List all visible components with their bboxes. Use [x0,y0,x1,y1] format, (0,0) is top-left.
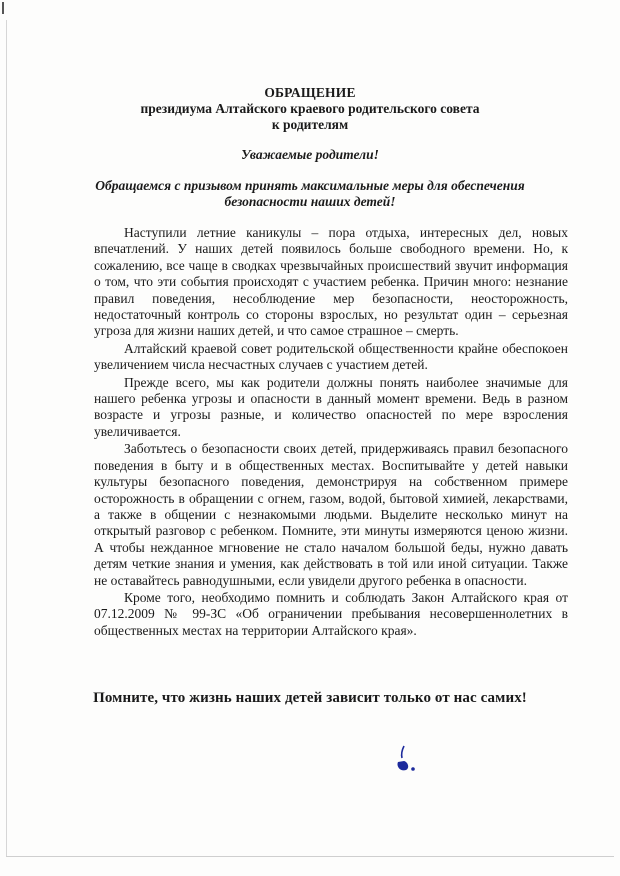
paragraph: Алтайский краевой совет родительской общественности крайне обеспокоен увеличением числа несчастных случаев с участием детей. [94,340,568,373]
paragraph: Кроме того, необходимо помнить и соблюдать Закон Алтайского края от 07.12.2009 № 99-ЗС «Об ограничении пребывания несовершеннолетних в общественных местах на территории Алтайского края». [94,589,568,638]
signature-blot [397,761,408,770]
body-text [94,225,568,640]
appeal-line-2: безопасности наших детей! [224,194,396,209]
scan-edge-left [6,20,7,856]
paragraph: Заботьтесь о безопасности своих детей, придерживаясь правил безопасного поведения в быту и в общественных местах. Воспитывайте у детей навыки культуры безопасного поведения, демонстрируя на собственном примере осторожность в обращении с огнем, газом, водой, бытовой химией, лекарствами, а также в общении с незнакомыми людьми. Выделите несколько минут на открытый разговор с ребенком. Помните, эти минуты измеряются ценою жизни. А чтобы нежданное мгновение не стало началом большой беды, нужно давать детям четкие знания и умения, как действовать в той или иной ситуации. Также не оставайтесь равнодушными, если увидели другого ребенка в опасности. [94,441,568,588]
paragraph: Прежде всего, мы как родители должны понять наиболее значимые для нашего ребенка угрозы и опасности в данный момент времени. Ведь в разном возрасте и угрозы разные, и количество опасностей по мере взросления увеличивается. [94,374,568,439]
paragraph: Наступили летние каникулы – пора отдыха, интересных дел, новых впечатлений. У наших детей появилось больше свободного времени. Но, к сожалению, все чаще в сводках чрезвычайных происшествий звучит информация о том, что эти события происходят с участием ребенка. Причин много: незнание правил поведения, несоблюдение мер безопасности, неосторожность, недостаточный контроль со стороны взрослых, но результат один – серьезная угроза для жизни наших детей, и что самое страшное – смерть. [94,225,568,339]
appeal-heading [90,178,530,210]
subtitle-line-1: президиума Алтайского краевого родительского совета [140,101,480,116]
signature-mark [392,742,432,782]
appeal-line-1: Обращаемся с призывом принять максимальные меры для обеспечения [95,178,525,193]
subtitle-line-2: к родителям [271,117,349,132]
signature-stroke [402,746,404,758]
signature-dot [411,767,415,771]
closing-statement: Помните, что жизнь наших детей зависит только от нас самих! [93,690,527,706]
scan-edge-bottom [6,856,614,857]
document-subtitle [0,101,620,133]
scan-corner-mark [2,2,4,14]
greeting: Уважаемые родители! [241,147,379,162]
document-title: ОБРАЩЕНИЕ [264,85,356,100]
